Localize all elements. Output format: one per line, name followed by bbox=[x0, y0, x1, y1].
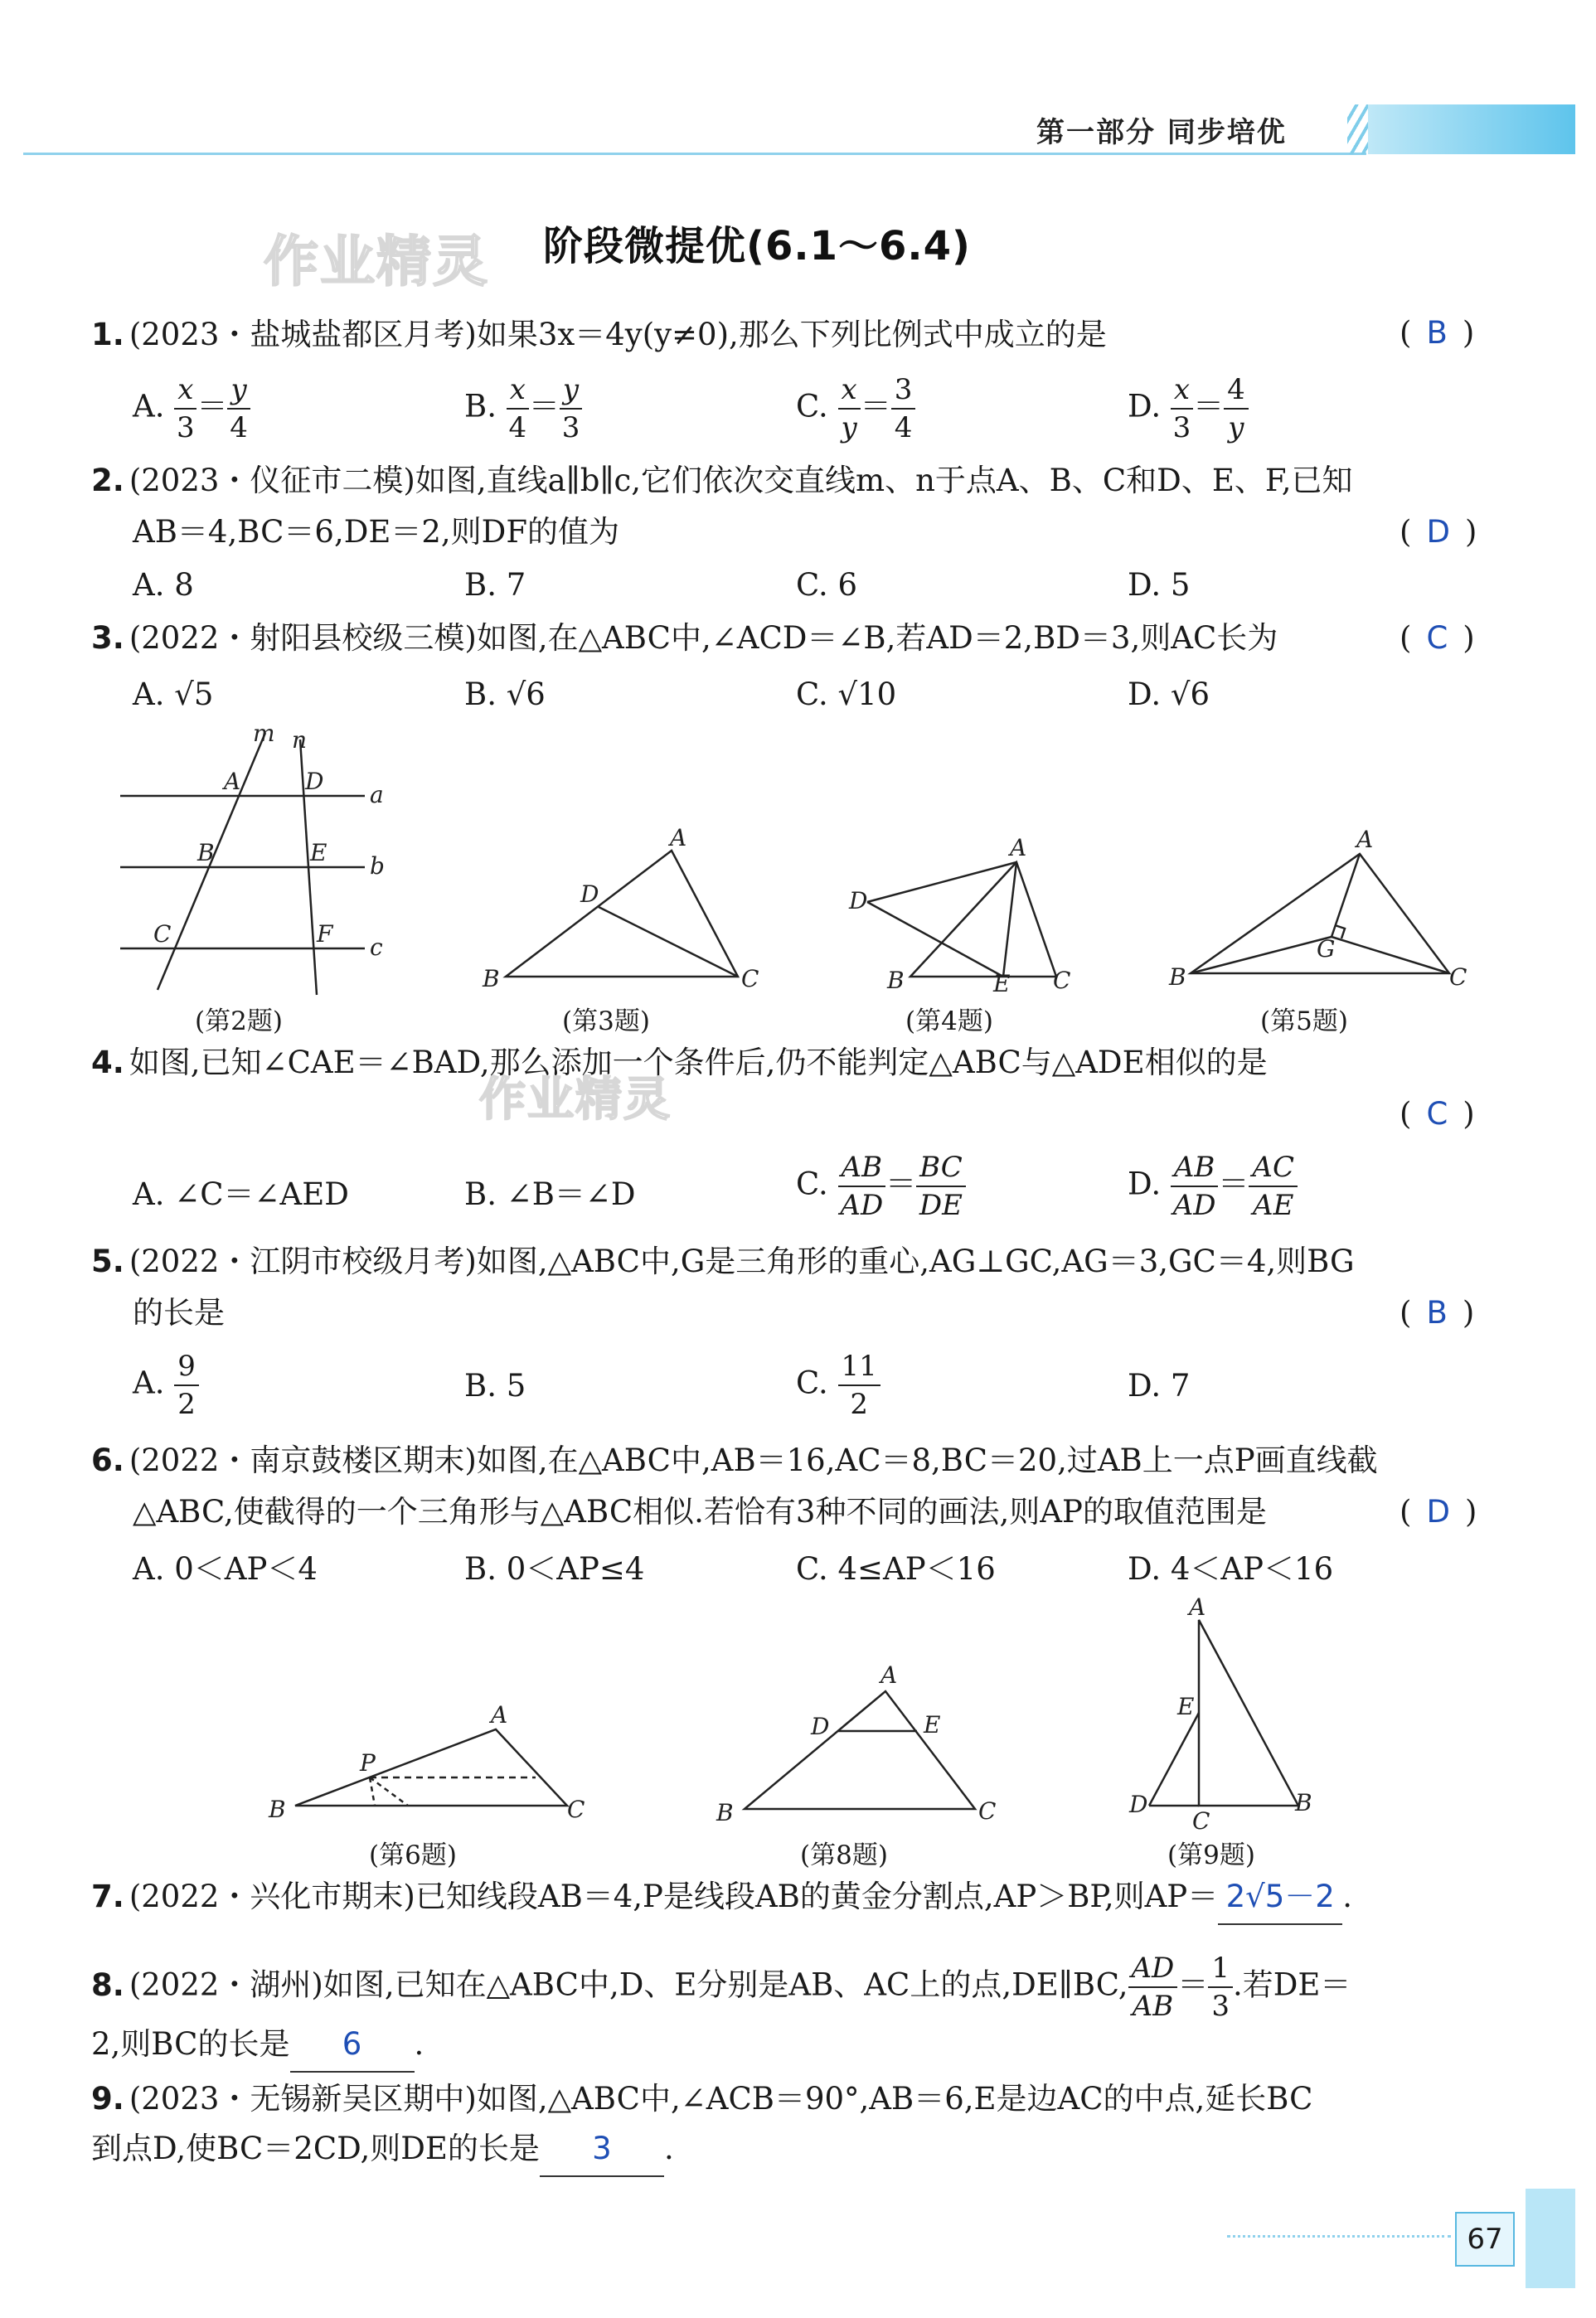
option-4d: D. $\frac{AB}{AD}=$ $\frac{AC}{AE}$ bbox=[1128, 1149, 1298, 1224]
option-6c: C. 4≤AP＜16 bbox=[796, 1551, 996, 1587]
label-A: A bbox=[1010, 834, 1027, 861]
label-C: C bbox=[741, 965, 759, 992]
figure-8 bbox=[705, 1658, 1003, 1824]
label-B: B bbox=[716, 1799, 734, 1824]
label-B: B bbox=[197, 839, 215, 866]
watermark-logo: 作业精灵 bbox=[479, 1073, 672, 1127]
label-A: A bbox=[491, 1701, 508, 1729]
answer-2: ( D ) bbox=[1400, 514, 1477, 550]
question-text: (2023・盐城盐都区月考)如果3x＝4y(y≠0),那么下列比例式中成立的是 bbox=[129, 317, 1107, 352]
label-D: D bbox=[1129, 1791, 1148, 1818]
label-a: a bbox=[370, 781, 384, 808]
question-number: 4. bbox=[91, 1045, 124, 1080]
label-A: A bbox=[670, 824, 687, 851]
label-B: B bbox=[887, 967, 905, 994]
question-6 bbox=[91, 1434, 1378, 1487]
question-text: (2022・江阴市校级月考)如图,△ABC中,G是三角形的重心,AG⊥GC,AG＝3,GC＝4,则BG bbox=[129, 1244, 1355, 1279]
page-number: 67 bbox=[1455, 2212, 1515, 2267]
question-6-line2: △ABC,使截得的一个三角形与△ABC相似.若恰有3种不同的画法,则AP的取值范围是 bbox=[133, 1494, 1267, 1530]
question-text: (2023・无锡新吴区期中)如图,△ABC中,∠ACB＝90°,AB＝6,E是边AC的中点,延长BC bbox=[129, 2081, 1313, 2117]
label-C: C bbox=[1449, 963, 1467, 991]
figure-4 bbox=[837, 829, 1103, 1003]
question-9 bbox=[91, 2073, 1313, 2126]
page-title: 阶段微提优(6.1～6.4) bbox=[543, 223, 971, 269]
question-2 bbox=[91, 454, 1353, 507]
label-C: C bbox=[978, 1797, 997, 1824]
label-B: B bbox=[1295, 1789, 1312, 1816]
caption-fig6: (第6题) bbox=[369, 1840, 457, 1870]
answer-6: ( D ) bbox=[1400, 1494, 1477, 1530]
option-2b: B. 7 bbox=[464, 567, 526, 603]
watermark-logo: 作业精灵 bbox=[264, 230, 489, 293]
question-5-line2: 的长是 bbox=[133, 1295, 225, 1331]
question-text: (2023・仪征市二模)如图,直线a∥b∥c,它们依次交直线m、n于点A、B、C和D、E、F,已知 bbox=[129, 463, 1353, 498]
option-3b: B. √6 bbox=[464, 676, 546, 712]
question-7: 7. (2022・兴化市期末)已知线段AB＝4,P是线段AB的黄金分割点,AP＞BP,则AP＝ 2√5－2 . bbox=[91, 1870, 1352, 1925]
option-2d: D. 5 bbox=[1128, 567, 1191, 603]
label-B: B bbox=[1169, 963, 1186, 991]
question-number: 6. bbox=[91, 1443, 124, 1478]
question-number: 1. bbox=[91, 317, 124, 352]
label-m: m bbox=[253, 721, 275, 747]
question-8-line2: 2,则BC的长是 6 . bbox=[91, 2018, 424, 2073]
question-number: 8. bbox=[91, 1966, 124, 2003]
header-rule bbox=[23, 153, 1366, 155]
option-4c: C. $\frac{AB}{AD}=$ $\frac{BC}{DE}$ bbox=[796, 1149, 966, 1224]
caption-fig2: (第2题) bbox=[195, 1006, 283, 1036]
answer-blank-7: 2√5－2 bbox=[1218, 1870, 1342, 1925]
option-2c: C. 6 bbox=[796, 567, 858, 603]
header-band bbox=[1368, 104, 1575, 154]
label-D: D bbox=[849, 887, 868, 914]
question-9-line2: 到点D,使BC＝2CD,则DE的长是 3 . bbox=[91, 2122, 674, 2177]
caption-fig9: (第9题) bbox=[1167, 1840, 1255, 1870]
value-fraction: $\frac{1}{3}$ bbox=[1208, 1950, 1233, 2025]
question-number: 7. bbox=[91, 1879, 124, 1914]
question-5 bbox=[91, 1235, 1355, 1288]
question-text: (2022・湖州)如图,已知在△ABC中,D、E分别是AB、AC上的点,DE∥BC, bbox=[129, 1966, 1128, 2003]
question-2-line2: AB＝4,BC＝6,DE＝2,则DF的值为 bbox=[133, 514, 620, 550]
label-F: F bbox=[317, 920, 333, 948]
figure-2 bbox=[108, 721, 406, 1003]
question-3 bbox=[91, 612, 1278, 665]
label-A: A bbox=[1189, 1593, 1206, 1621]
option-1d: D. $\frac{x}{3}$ ＝ $\frac{4}{y}$ bbox=[1128, 371, 1249, 446]
label-C: C bbox=[1053, 967, 1071, 994]
ratio-fraction: $\frac{AD}{AB}$ bbox=[1128, 1950, 1178, 2025]
caption-fig4: (第4题) bbox=[905, 1006, 993, 1036]
option-3c: C. √10 bbox=[796, 676, 897, 712]
option-5d: D. 7 bbox=[1128, 1368, 1191, 1404]
figure-5 bbox=[1161, 822, 1492, 1001]
question-text: (2022・南京鼓楼区期末)如图,在△ABC中,AB＝16,AC＝8,BC＝20,过AB上一点P画直线截 bbox=[129, 1443, 1378, 1478]
answer-blank-8: 6 bbox=[290, 2018, 415, 2073]
figure-9 bbox=[1119, 1592, 1335, 1832]
question-number: 3. bbox=[91, 620, 124, 656]
label-D: D bbox=[580, 880, 599, 908]
caption-fig8: (第8题) bbox=[800, 1840, 888, 1870]
label-G: G bbox=[1317, 935, 1336, 963]
label-D: D bbox=[305, 768, 324, 795]
option-1b: B. $\frac{x}{4}$ ＝ $\frac{y}{3}$ bbox=[464, 371, 582, 446]
caption-fig3: (第3题) bbox=[562, 1006, 650, 1036]
answer-1: ( B ) bbox=[1400, 315, 1475, 351]
option-3a: A. √5 bbox=[133, 676, 214, 712]
label-A: A bbox=[1356, 826, 1374, 853]
label-c: c bbox=[370, 934, 383, 961]
question-text: 如图,已知∠CAE＝∠BAD,那么添加一个条件后,仍不能判定△ABC与△ADE相似的是 bbox=[129, 1045, 1268, 1080]
caption-fig5: (第5题) bbox=[1260, 1006, 1348, 1036]
option-1c: C. $\frac{x}{y}=$ $\frac{3}{4}$ bbox=[796, 371, 915, 446]
figure-6 bbox=[257, 1700, 605, 1824]
footer-band bbox=[1526, 2189, 1575, 2288]
label-B: B bbox=[483, 965, 500, 992]
label-B: B bbox=[269, 1796, 286, 1823]
label-E: E bbox=[924, 1711, 941, 1738]
question-text: (2022・兴化市期末)已知线段AB＝4,P是线段AB的黄金分割点,AP＞BP,则AP＝ bbox=[129, 1879, 1219, 1914]
label-C: C bbox=[153, 920, 172, 948]
option-5c: C. $\frac{11}{2}$ bbox=[796, 1348, 880, 1423]
figure-3 bbox=[473, 821, 771, 1003]
question-1 bbox=[91, 308, 1107, 361]
option-6a: A. 0＜AP＜4 bbox=[133, 1551, 318, 1587]
option-5b: B. 5 bbox=[464, 1368, 526, 1404]
question-number: 9. bbox=[91, 2081, 124, 2117]
question-text: (2022・射阳县校级三模)如图,在△ABC中,∠ACD＝∠B,若AD＝2,BD＝3,则AC长为 bbox=[129, 620, 1278, 656]
option-3d: D. √6 bbox=[1128, 676, 1210, 712]
question-8: 8. (2022・湖州)如图,已知在△ABC中,D、E分别是AB、AC上的点,DE∥BC, $\frac{AD}{AB}=$ $\frac{1}{3}$ .若DE＝ bbox=[91, 1952, 1351, 2023]
label-n: n bbox=[292, 726, 308, 754]
answer-blank-9: 3 bbox=[540, 2122, 664, 2177]
question-number: 5. bbox=[91, 1244, 124, 1279]
question-4 bbox=[91, 1036, 1268, 1089]
option-4b: B. ∠B＝∠D bbox=[464, 1176, 636, 1212]
label-C: C bbox=[567, 1796, 585, 1823]
option-2a: A. 8 bbox=[133, 567, 194, 603]
label-C: C bbox=[1192, 1807, 1210, 1832]
answer-5: ( B ) bbox=[1400, 1295, 1475, 1331]
option-5a: A. $\frac{9}{2}$ bbox=[133, 1348, 199, 1423]
label-D: D bbox=[811, 1713, 830, 1740]
label-A: A bbox=[880, 1661, 898, 1689]
section-title: 第一部分 同步培优 bbox=[1036, 116, 1287, 149]
label-A: A bbox=[224, 768, 241, 795]
label-b: b bbox=[370, 852, 385, 880]
answer-4: ( C ) bbox=[1400, 1096, 1475, 1132]
option-6d: D. 4＜AP＜16 bbox=[1128, 1551, 1334, 1587]
label-E: E bbox=[993, 970, 1011, 997]
footer-dots bbox=[1227, 2235, 1451, 2238]
label-E: E bbox=[1177, 1693, 1195, 1720]
label-P: P bbox=[360, 1749, 376, 1777]
option-4a: A. ∠C＝∠AED bbox=[133, 1176, 349, 1212]
label-E: E bbox=[310, 839, 327, 866]
answer-3: ( C ) bbox=[1400, 620, 1475, 656]
question-number: 2. bbox=[91, 463, 124, 498]
option-6b: B. 0＜AP≤4 bbox=[464, 1551, 645, 1587]
option-1a: A. $\frac{x}{3}$ ＝ $\frac{y}{4}$ bbox=[133, 371, 250, 446]
